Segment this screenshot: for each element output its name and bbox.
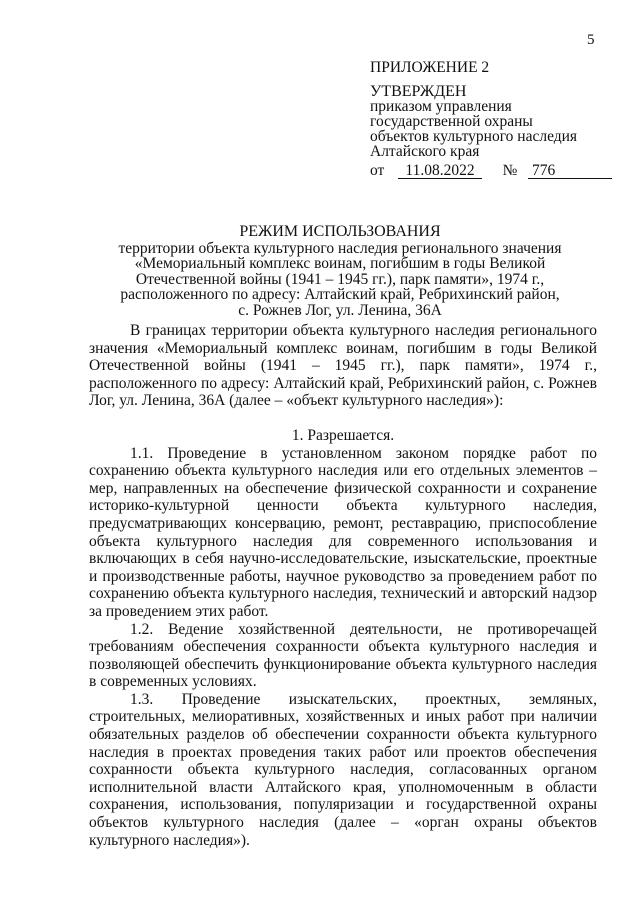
date-label: от (370, 162, 385, 179)
approval-line: приказом управления (370, 98, 512, 115)
appendix-label: ПРИЛОЖЕНИЕ 2 (370, 59, 490, 76)
order-number: 776 (528, 163, 612, 179)
order-date-number-row (370, 163, 620, 181)
approval-stamp (370, 60, 620, 181)
approved-label: УТВЕРЖДЕН (370, 83, 467, 100)
clause-1-2: 1.2. Ведение хозяйственной деятельности, не противоречащей требованиям обеспечения сохранности объекта культурного наследия и позволяющей обеспечить функционирование объекта культурного наследия в современных условиях. (89, 620, 597, 691)
title-line: территории объекта культурного наследия регионального значения (118, 239, 562, 257)
document-title (100, 224, 580, 318)
section-heading: 1. Разрешается. (291, 426, 395, 444)
clause-1-3: 1.3. Проведение изыскательских, проектных, земляных, строительных, мелиоративных, хозяйственных и иных работ при наличии обязательных разделов об обеспечении сохранности объекта культурного наследия в проектах проведения таких работ или проектов обеспечения сохранности объекта культурного наследия, согласованных органом исполнительной власти Алтайского края, уполномоченным в области сохранения, использования, популяризации и государственной охраны объектов культурного наследия (далее – «орган охраны объектов культурного наследия»). (89, 690, 597, 849)
title-line: Отечественной войны (1941 – 1945 гг.), парк памяти», 1974 г., (135, 270, 545, 288)
order-date: 11.08.2022 (398, 163, 482, 179)
approval-line: объектов культурного наследия (370, 128, 578, 145)
page-number: 5 (587, 32, 595, 48)
document-body (89, 322, 597, 849)
intro-paragraph: В границах территории объекта культурного наследия регионального значения «Мемориальный комплекс воинам, погибшим в годы Великой Отечественной войны (1941 – 1945 гг.), парк памяти», 1974 г., расположенного по адресу: Алтайский край, Ребрихинский район, с. Рожнев Лог, ул. Ленина, 36А (далее – «объект культурного наследия»): (89, 322, 597, 410)
approval-line: Алтайского края (370, 143, 480, 160)
title-heading: РЕЖИМ ИСПОЛЬЗОВАНИЯ (239, 223, 441, 240)
title-line: расположенного по адресу: Алтайский край, Ребрихинский район, (120, 286, 560, 303)
approval-line: государственной охраны (370, 113, 533, 130)
clause-1-1: 1.1. Проведение в установленном законом порядке работ по сохранению объекта культурного наследия или его отдельных элементов – мер, направленных на обеспечение физической сохранности и сохранение историко-культурной ценности объекта культурного наследия, предусматривающих консервацию, ремонт, реставрацию, приспособление объекта культурного наследия для современного использования и включающих в себя научно-исследовательские, изыскательские, проектные и производственные работы, научное руководство за проведением работ по сохранению объекта культурного наследия, технический и авторский надзор за проведением этих работ. (89, 444, 597, 620)
number-label: № (502, 162, 518, 179)
title-line: с. Рожнев Лог, ул. Ленина, 36А (238, 301, 442, 319)
title-line: «Мемориальный комплекс воинам, погибшим в годы Великой (134, 255, 546, 272)
